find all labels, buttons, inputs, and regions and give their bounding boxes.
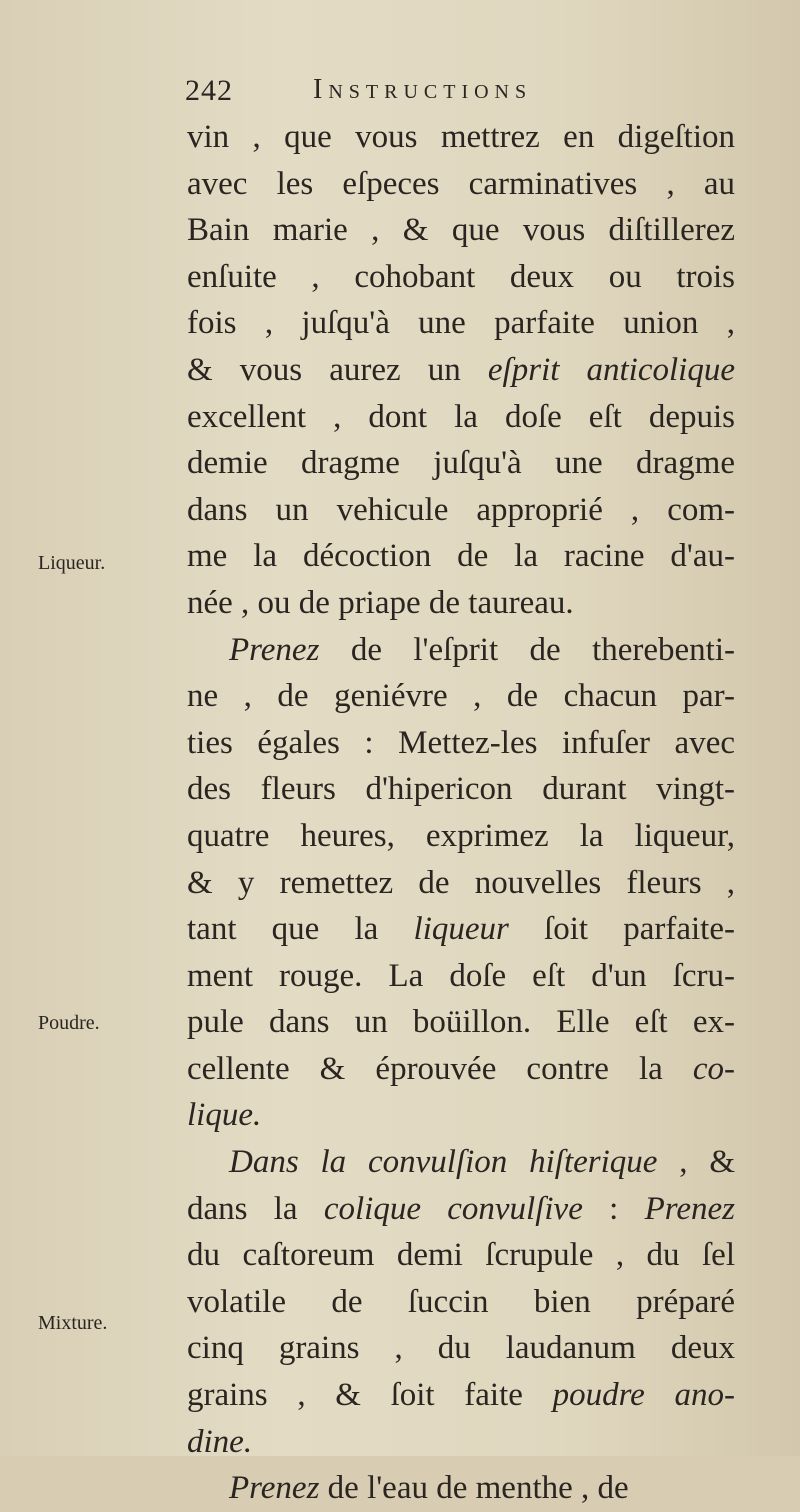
text-line <box>187 720 735 767</box>
text-segment: excellent , dont la doſe eſt depuis <box>187 398 735 435</box>
text-segment: ſoit parfaite- <box>508 911 735 948</box>
margin-note-liqueur: Liqueur. <box>38 552 106 574</box>
text-line <box>187 114 735 161</box>
text-segment: & vous aurez un <box>187 351 488 388</box>
text-line <box>187 999 735 1046</box>
text-line <box>187 1372 735 1419</box>
text-line <box>187 1092 735 1139</box>
text-line <box>187 1279 735 1326</box>
body-text <box>187 114 735 1512</box>
text-segment: ment rouge. La doſe eſt d'un ſcru- <box>187 957 735 994</box>
text-segment: , & <box>657 1144 735 1181</box>
text-segment: quatre heures, exprimez la liqueur, <box>187 817 735 854</box>
text-line <box>187 161 735 208</box>
text-segment: enſuite , cohobant deux ou trois <box>187 258 735 295</box>
italic-text: Prenez <box>229 631 320 668</box>
italic-text: co- <box>692 1050 735 1087</box>
italic-text: eſprit anticolique <box>487 351 735 388</box>
text-segment: de l'eſprit de therebenti- <box>319 631 735 668</box>
text-segment: cellente & éprouvée contre la <box>187 1050 693 1087</box>
text-line <box>187 533 735 580</box>
text-segment: cinq grains , du laudanum deux <box>187 1330 735 1367</box>
text-line <box>187 1465 735 1512</box>
text-line <box>187 300 735 347</box>
page-header <box>185 74 745 114</box>
italic-text: Prenez <box>229 1470 320 1507</box>
text-segment: du caſtoreum demi ſcrupule , du ſel <box>187 1237 735 1274</box>
text-line <box>187 347 735 394</box>
text-line <box>187 1325 735 1372</box>
text-line <box>187 1186 735 1233</box>
text-segment: dans la <box>187 1190 324 1227</box>
text-segment: volatile de ſuccin bien préparé <box>187 1283 735 1320</box>
text-segment: dans un vehicule approprié , com- <box>187 491 735 528</box>
text-segment: : <box>582 1190 645 1227</box>
text-line <box>187 580 735 627</box>
text-segment: des fleurs d'hipericon durant vingt- <box>187 771 735 808</box>
text-segment: Bain marie , & que vous diſtillerez <box>187 212 735 249</box>
text-segment: de l'eau de menthe , de <box>319 1470 629 1507</box>
text-line <box>187 953 735 1000</box>
margin-note-mixture: Mixture. <box>38 1312 108 1334</box>
text-line <box>187 906 735 953</box>
text-segment: pule dans un boüillon. Elle eſt ex- <box>187 1004 735 1041</box>
text-segment: vin , que vous mettrez en digeſtion <box>187 119 735 155</box>
italic-text: liqueur <box>413 911 509 948</box>
text-segment: grains , & ſoit faite <box>187 1377 553 1414</box>
text-segment: demie dragme juſqu'à une dragme <box>187 445 735 482</box>
text-line <box>187 813 735 860</box>
text-segment: tant que la <box>187 911 414 948</box>
text-line <box>187 254 735 301</box>
text-segment: ties égales : Mettez-les infuſer avec <box>187 724 735 761</box>
italic-text: lique. <box>187 1097 262 1134</box>
italic-text: dine. <box>187 1423 253 1460</box>
text-line <box>187 766 735 813</box>
text-line <box>187 673 735 720</box>
text-segment: me la décoction de la racine d'au- <box>187 538 735 575</box>
text-line <box>187 394 735 441</box>
text-line <box>187 1232 735 1279</box>
text-segment: & y remettez de nouvelles fleurs , <box>187 864 735 901</box>
text-segment: ne , de geniévre , de chacun par- <box>187 678 735 715</box>
text-line <box>187 860 735 907</box>
italic-text: poudre ano- <box>552 1377 735 1414</box>
text-segment: avec les eſpeces carminatives , au <box>187 165 735 202</box>
italic-text: colique convulſive <box>323 1190 583 1227</box>
text-line <box>187 487 735 534</box>
italic-text: Dans la convulſion hiſterique <box>229 1144 658 1181</box>
page-number: 242 <box>185 74 233 107</box>
text-line <box>187 627 735 674</box>
italic-text: Prenez <box>644 1190 735 1227</box>
text-segment: fois , juſqu'à une parfaite union , <box>187 305 735 342</box>
running-title: Instructions <box>313 74 533 105</box>
text-line <box>187 1046 735 1093</box>
text-line <box>187 440 735 487</box>
text-line <box>187 1419 735 1466</box>
text-line <box>187 207 735 254</box>
text-segment: née , ou de priape de taureau. <box>187 584 574 621</box>
margin-note-poudre: Poudre. <box>38 1012 100 1034</box>
text-line <box>187 1139 735 1186</box>
